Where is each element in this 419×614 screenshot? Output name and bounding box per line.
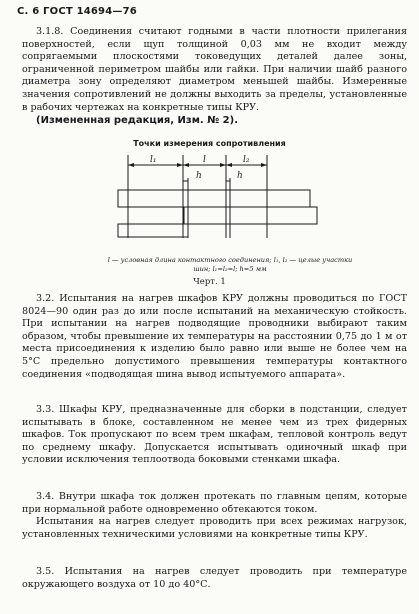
- upper-bus-bar: [118, 190, 310, 207]
- paragraph-3-5: 3.5. Испытания на нагрев следует проводить при температуре окружающего воздуха от 10 до 40°С.: [22, 566, 407, 590]
- label-l1: l₁: [150, 155, 157, 165]
- figure-title: Точки измерения сопротивления: [133, 139, 286, 148]
- paragraph-3-1-8: 3.1.8. Соединения считают годными в части плотности прилегания поверхностей, если щуп толщиной 0,03 мм не входит между сопрягаемыми плоскостями токоведущих деталей далее зоны, ограниченной периметром шайбы или гайки. При наличии шайб разного диаметра зону определяют диаметром меньшей шайбы. Измеренные значения сопротивлений не должны выходить за пределы, установленные в рабочих чертежах на конкретные типы КРУ.: [22, 26, 407, 113]
- figure-caption: l — условная длина контактного соединения; l₁, l₂ — целые участки шин; l₁=l₂=l; h=5 мм: [107, 256, 353, 273]
- paragraph-3-4-nagrev: Испытания на нагрев следует проводить при всех режимах нагрузок, установленных техническими условиями на конкретные типы КРУ.: [22, 516, 407, 540]
- figure-number: Черт. 1: [193, 277, 226, 287]
- label-l2: l₂: [243, 155, 250, 165]
- lower-bus-bar: [184, 207, 317, 224]
- label-l: l: [203, 155, 206, 165]
- paragraph-3-2: 3.2. Испытания на нагрев шкафов КРУ должны проводиться по ГОСТ 8024—90 один раз до или после испытаний на механическую стойкость. При испытании на нагрев подводящие проводники выбирают таким образом, чтобы превышение их температуры на расстоянии 0,75 до 1 м от места присоединения к изделию было равно или выше не более чем на 5°С предельно допустимого превышения температуры контактного соединения «подводящая шина вывод испытуемого аппарата».: [22, 293, 407, 380]
- revision-note: (Измененная редакция, Изм. № 2).: [36, 115, 239, 126]
- label-h1: h: [196, 171, 202, 181]
- paragraph-3-4: 3.4. Внутри шкафа ток должен протекать по главным цепям, которые при нормальной работе одновременно обтекаются током.: [22, 491, 407, 515]
- label-h2: h: [237, 171, 243, 181]
- page-header: С. 6 ГОСТ 14694—76: [17, 6, 137, 17]
- paragraph-3-3: 3.3. Шкафы КРУ, предназначенные для сборки в подстанции, следует испытывать в блоке, составленном не менее чем из трех фидерных шкафов. Ток пропускают по всем трем шкафам, тепловой контроль ведут по среднему шкафу. Допускается испытывать одиночный шкаф при условии исключения теплоотвода боковыми стенками шкафа.: [22, 404, 407, 466]
